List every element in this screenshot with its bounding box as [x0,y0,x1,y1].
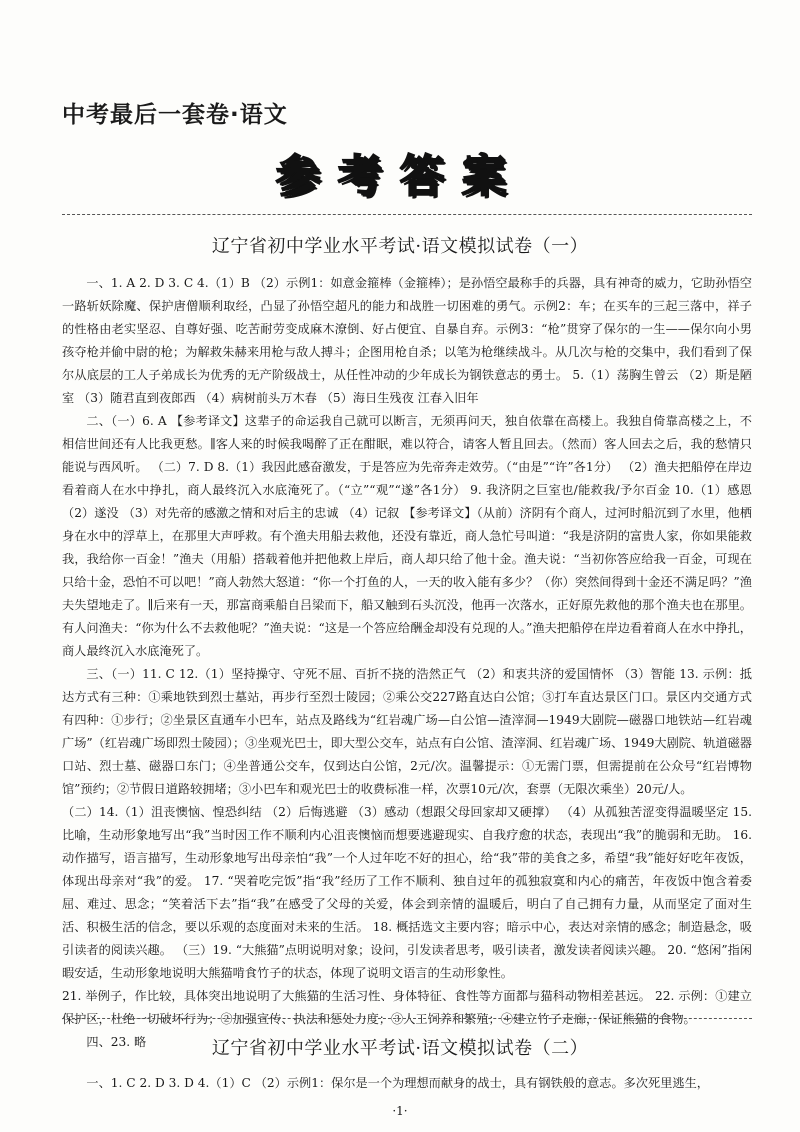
series-title: 中考最后一套卷·语文 [62,102,288,128]
answer-paragraph: 二、（一）6. A 【参考译文】这辈子的命运我自己就可以断言，无须再问天，独自依靠在高楼上。我独自倚靠高楼之上，不相信世间还有人比我更愁。∥客人来的时候我喝醉了正在酣眠，难以符合，请客人暂且回去。（然而）客人回去之后，我的愁情只能说与西风听。 （二）7. D 8.（1）我因此感奋激发，于是答应为先帝奔走效劳。（“由是”“许”各1分） （2）渔夫把船停在岸边看着商人在水中挣扎，商人最终沉入水底淹死了。（“立”“观”“遂”各1分） 9. 我济阴之巨室也/能救我/予尔百金 10.（1）感恩 （2）遂没 （3）对先帝的感激之情和对后主的忠诚 （4）记叙 【参考译文】（从前）济阴有个商人，过河时船沉到了水里，他栖身在水中的浮草上，在那里大声呼救。有个渔夫用船去救他，还没有靠近，商人急忙号叫道：“我是济阴的富贵人家，你如果能救我，我给你一百金！”渔夫（用船）搭载着他并把他救上岸后，商人却只给了他十金。渔夫说：“当初你答应给我一百金，可现在只给十金，恐怕不可以吧！”商人勃然大怒道：“你一个打鱼的人，一天的收入能有多少？（你）突然间得到十金还不满足吗？”渔夫失望地走了。∥后来有一天，那富商乘船自吕梁而下，船又触到石头沉没，他再一次落水，正好原先救他的那个渔夫也在那里。有人问渔夫：“你为什么不去救他呢？”渔夫说：“这是一个答应给酬金却没有兑现的人。”渔夫把船停在岸边看着商人在水中挣扎，商人最终沉入水底淹死了。 [62,414,752,658]
section-2-body [62,1072,752,1095]
answer-paragraph: 一、1. A 2. D 3. C 4.（1）B （2）示例1：如意金箍棒（金箍棒）；是孙悟空最称手的兵器，具有神奇的威力，它助孙悟空一路斩妖除魔、保护唐僧顺利取经，凸显了孙悟空超凡的能力和战胜一切困难的勇气。示例2：车；在买车的三起三落中，祥子的性格由老实坚忍、自尊好强、吃苦耐劳变成麻木潦倒、好占便宜、自暴自弃。示例3：“枪”贯穿了保尔的一生——保尔向小男孩夺枪并偷中尉的枪；为解救朱赫来用枪与敌人搏斗；企图用枪自杀；以笔为枪继续战斗。从几次与枪的交集中，我们看到了保尔从底层的工人子弟成长为优秀的无产阶级战士，从任性冲动的少年成长为钢铁意志的勇士。 5.（1）荡胸生曾云 （2）斯是陋室 （3）随君直到夜郎西 （4）病树前头万木春 （5）海日生残夜 江春入旧年 [62,276,752,405]
section-heading-2: 辽宁省初中学业水平考试·语文模拟试卷（二） [211,1038,589,1059]
answer-paragraph: （二）14.（1）沮丧懊恼、惶恐纠结 （2）后悔逃避 （3）感动（想跟父母回家却又硬撑） （4）从孤独苦涩变得温暖坚定 15. 比喻，生动形象地写出“我”当时因工作不顺利内心沮丧懊恼而想要逃避现实、自我疗愈的状态，表现出“我”的脆弱和无助。 16. 动作描写，语言描写，生动形象地写出母亲怕“我”一个人过年吃不好的担心，给“我”带的美食之多，希望“我”能好好吃年夜饭，体现出母亲对“我”的爱。 17. “哭着吃完饭”指“我”经历了工作不顺利、独自过年的孤独寂寞和内心的痛苦，年夜饭中饱含着委屈、难过、思念；“笑着活下去”指“我”在感受了父母的关爱，体会到亲情的温暖后，明白了自己拥有力量，从而坚定了面对生活、积极生活的信念，要以乐观的态度面对未来的生活。 18. 概括选文主要内容；暗示中心，表达对亲情的感念；制造悬念，吸引读者的阅读兴趣。 （三）19. “大熊猫”点明说明对象；设问，引发读者思考，吸引读者，激发读者阅读兴趣。 20. “悠闲”指闲暇安适，生动形象地说明大熊猫啃食竹子的状态，体现了说明文语言的生动形象性。 [62,805,752,980]
answer-paragraph: 21. 举例子，作比较，具体突出地说明了大熊猫的生活习性、身体特征、食性等方面都与猫科动物相差甚远。 22. 示例：①建立保护区，杜绝一切破坏行为；②加强宣传、执法和惩处力度；③人工饲养和繁殖；④建立竹子走廊，保证熊猫的食物。 [62,989,752,1026]
answer-paragraph: 一、1. C 2. D 3. D 4.（1）C （2）示例1：保尔是一个为理想而献身的战士，具有钢铁般的意志。多次死里逃生， [86,1076,709,1090]
section-heading-1: 辽宁省初中学业水平考试·语文模拟试卷（一） [211,236,589,257]
section-1-body [62,272,752,1054]
divider [62,1018,752,1019]
divider [62,214,752,215]
main-title: 参考答案 [276,151,524,202]
page-number: ·1· [392,1104,408,1118]
answer-paragraph: 四、23. 略 [86,1035,147,1049]
answer-paragraph: 三、（一）11. C 12.（1）坚持操守、守死不屈、百折不挠的浩然正气 （2）和衷共济的爱国情怀 （3）智能 13. 示例：抵达方式有三种：①乘地铁到烈士墓站，再步行至烈士陵园；②乘公交227路直达白公馆；③打车直达景区门口。景区内交通方式有四种：①步行；②坐景区直通车小巴车，站点及路线为“红岩魂广场—白公馆—渣滓洞—1949大剧院—磁器口地铁站—红岩魂广场”（红岩魂广场即烈士陵园）；③坐观光巴士，即大型公交车，站点有白公馆、渣滓洞、红岩魂广场、1949大剧院、轨道磁器口站、烈士墓、磁器口东门；④坐普通公交车，仅到达白公馆，2元/次。温馨提示：①无需门票，但需提前在公众号“红岩博物馆”预约；②节假日道路较拥堵；③小巴车和观光巴士的收费标准一样，次票10元/次，套票（无限次乘坐）20元/人。 [62,667,752,796]
